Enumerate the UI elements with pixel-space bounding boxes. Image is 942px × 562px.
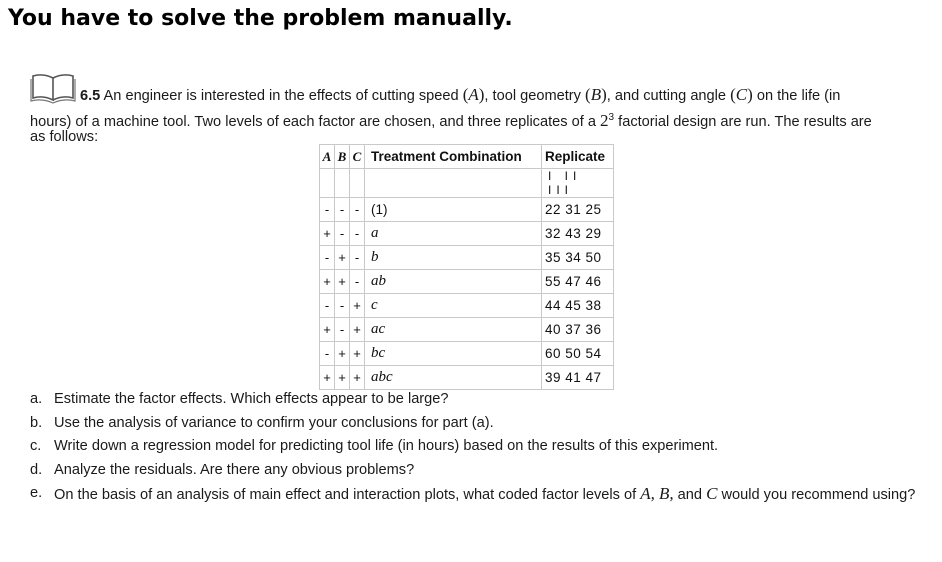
question-item: c. Write down a regression model for predicting tool life (in hours) based on the results of this experiment. <box>30 438 719 455</box>
design-base: 2 <box>600 110 609 130</box>
question-item: b. Use the analysis of variance to confirm your conclusions for part (a). <box>30 414 494 431</box>
design-exponent: 3 <box>608 112 615 123</box>
header-b: B <box>335 145 350 169</box>
table-row: + + + abc 39 41 47 <box>320 366 614 390</box>
results-table <box>319 144 614 390</box>
header-treatment: Treatment Combination <box>365 145 542 169</box>
question-item: d. Analyze the residuals. Are there any obvious problems? <box>30 461 415 478</box>
table-row: - - + c 44 45 38 <box>320 294 614 318</box>
table-row: - + + bc 60 50 54 <box>320 342 614 366</box>
table-row: - + - b 35 34 50 <box>320 246 614 270</box>
table-header-row <box>320 145 614 169</box>
problem-statement: 6.5 An engineer is interested in the effects of cutting speed (A), tool geometry (B), and cutting angle (C) on the life (in hours) of a machine tool. Two levels of each factor are chosen, and three replicates of a $2^3$ factorial design are run. The results are as follows: <box>30 85 872 145</box>
table-subheader-row <box>320 169 614 198</box>
replicate-roman-numerals: I II III <box>542 169 614 198</box>
question-list <box>30 390 920 510</box>
table-row: + - + ac 40 37 36 <box>320 318 614 342</box>
header-a: A <box>320 145 335 169</box>
header-replicate: Replicate <box>542 145 614 169</box>
factor-c-symbol: C <box>735 85 748 104</box>
page-heading: You have to solve the problem manually. <box>8 6 513 31</box>
question-item: a. Estimate the factor effects. Which effects appear to be large? <box>30 391 449 407</box>
factor-b-symbol: B <box>590 85 602 104</box>
question-item: e. On the basis of an analysis of main effect and interaction plots, what coded factor levels of A, B, and C would you recommend using? <box>30 484 916 504</box>
factor-a-symbol: A <box>468 85 479 104</box>
problem-number: 6.5 <box>80 88 101 104</box>
table-row: + - - a 32 43 29 <box>320 222 614 246</box>
table-row: - - - (1) 22 31 25 <box>320 198 614 222</box>
header-c: C <box>350 145 365 169</box>
table-row: + + - ab 55 47 46 <box>320 270 614 294</box>
